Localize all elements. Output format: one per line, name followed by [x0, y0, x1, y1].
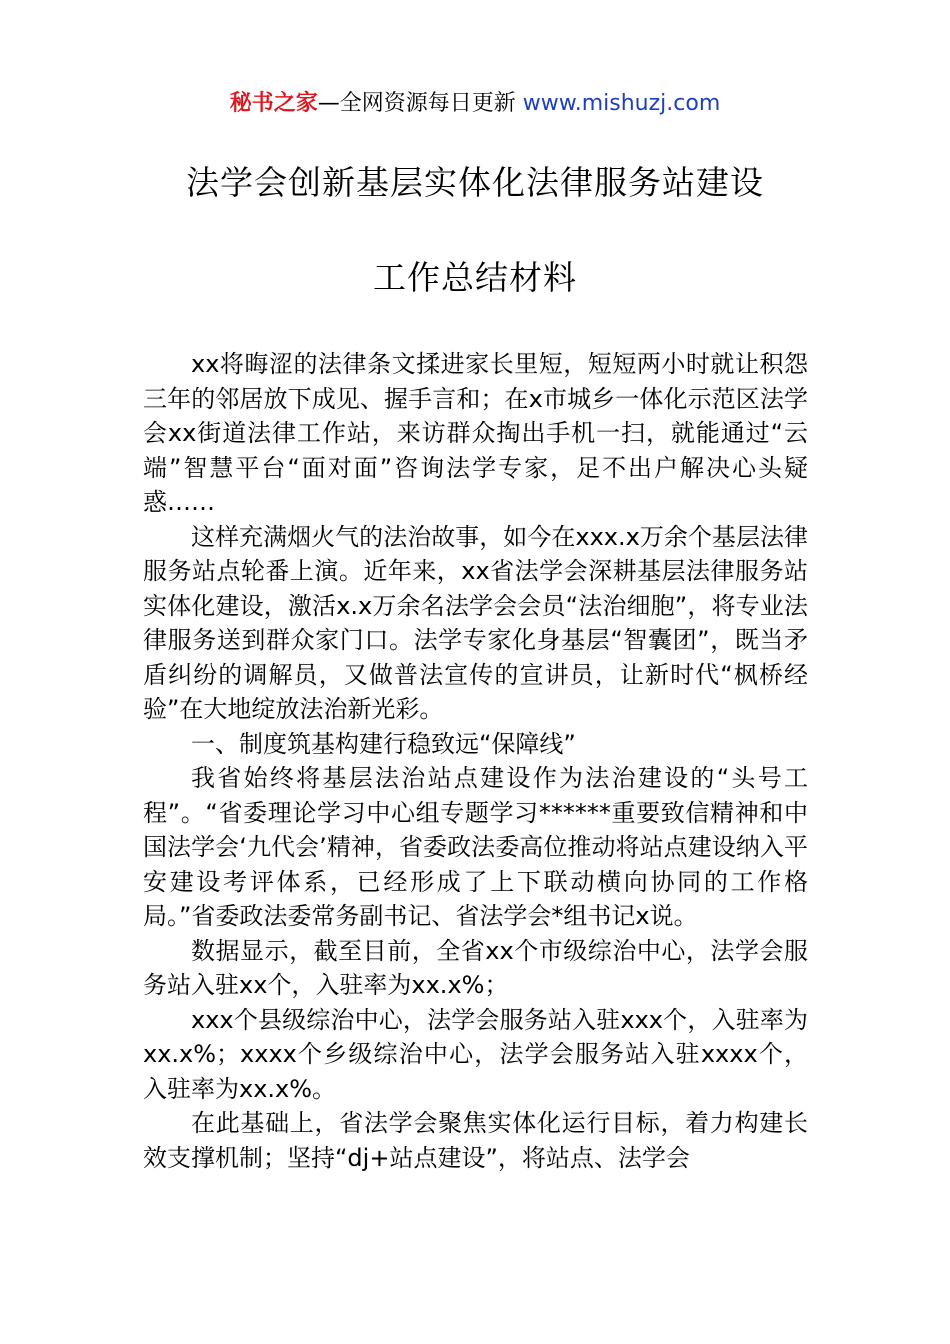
paragraph: 这样充满烟火气的法治故事，如今在xxx.x万余个基层法律服务站点轮番上演。近年来，xx省法学会深耕基层法律服务站实体化建设，激活x.x万余名法学会会员“法治细胞”，将专业法律服务送到群众家门口。法学专家化身基层“智囊团”，既当矛盾纠纷的调解员，又做普法宣传的宣讲员，让新时代“枫桥经验”在大地绽放法治新光彩。	[143, 522, 808, 723]
section-heading: 一、制度筑基构建行稳致远“保障线”	[191, 729, 576, 758]
site-tagline: —全网资源每日更新	[317, 91, 516, 116]
site-url-link[interactable]: www.mishuzj.com	[522, 91, 721, 116]
paragraph: xxx个县级综治中心，法学会服务站入驻xxx个，入驻率为xx.x%；xxxx个乡级综治中心，法学会服务站入驻xxxx个，入驻率为xx.x%。	[143, 1005, 808, 1103]
document-title-line-2: 工作总结材料	[373, 258, 577, 297]
paragraph: 我省始终将基层法治站点建设作为法治建设的“头号工程”。“省委理论学习中心组专题学习******重要致信精神和中国法学会‘九代会’精神，省委政法委高位推动将站点建设纳入平安建设考评体系，已经形成了上下联动横向协同的工作格局。”省委政法委常务副书记、省法学会*组书记x说。	[143, 764, 808, 930]
document-body	[143, 347, 808, 1175]
document-title-line-1: 法学会创新基层实体化法律服务站建设	[186, 163, 764, 202]
paragraph: 数据显示，截至目前，全省xx个市级综治中心，法学会服务站入驻xx个，入驻率为xx.x%；	[143, 936, 808, 999]
paragraph: 在此基础上，省法学会聚焦实体化运行目标，着力构建长效支撑机制；坚持“dj+站点建设”，将站点、法学会	[143, 1109, 808, 1172]
paragraph: xx将晦涩的法律条文揉进家长里短，短短两小时就让积怨三年的邻居放下成见、握手言和；在x市城乡一体化示范区法学会xx街道法律工作站，来访群众掏出手机一扫，就能通过“云端”智慧平台“面对面”咨询法学专家，足不出户解决心头疑惑……	[143, 350, 808, 516]
site-header	[0, 88, 950, 120]
site-brand: 秘书之家	[229, 91, 318, 116]
